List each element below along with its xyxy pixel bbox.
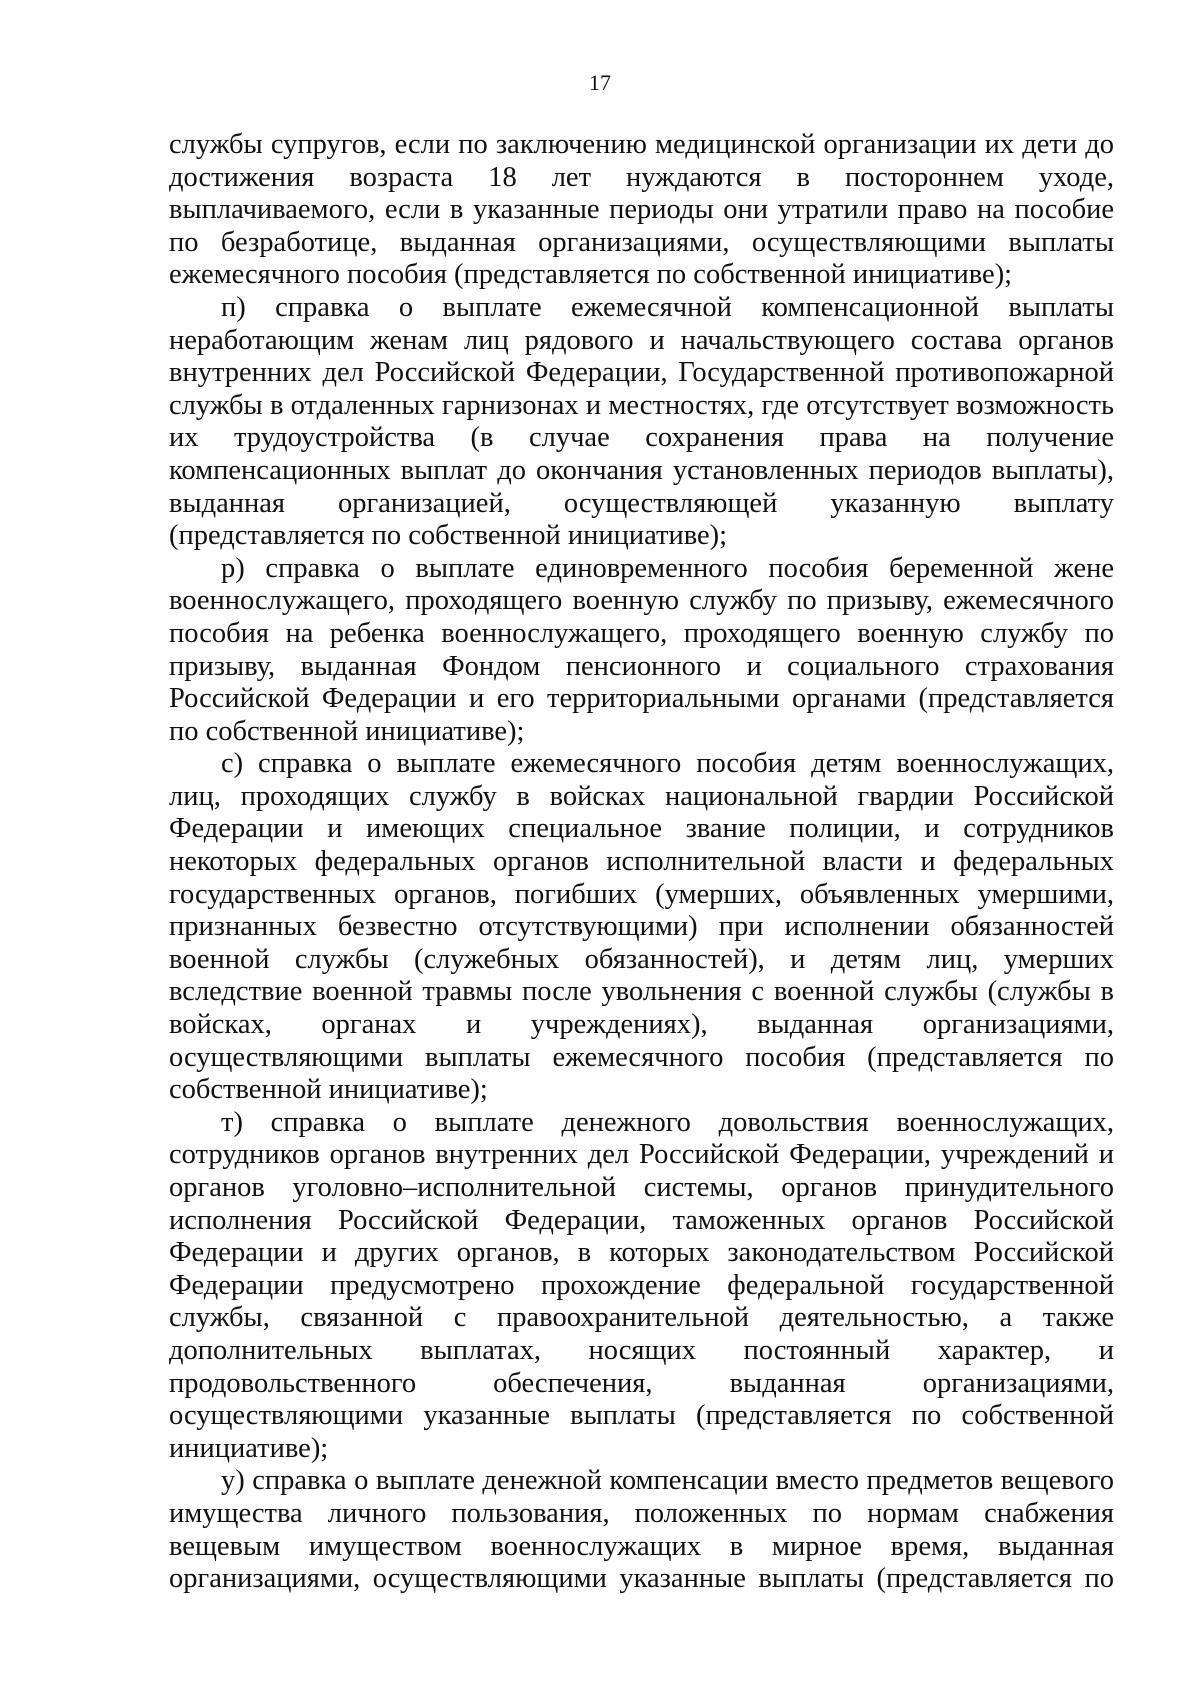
document-body bbox=[169, 129, 1114, 1596]
text-line: с) справка о выплате ежемесячного пособия детям военнослужащих, bbox=[221, 748, 1114, 780]
text-line: неработающим женам лиц рядового и начальствующего состава органов bbox=[169, 324, 1114, 356]
text-line: службы в отдаленных гарнизонах и местностях, где отсутствует возможность bbox=[169, 389, 1114, 421]
text-line: военнослужащего, проходящего военную службу по призыву, ежемесячного bbox=[169, 585, 1114, 617]
paragraph-continuation bbox=[169, 129, 1114, 292]
page-number: 17 bbox=[589, 70, 611, 95]
text-line: т) справка о выплате денежного довольствия военнослужащих, bbox=[221, 1106, 1114, 1138]
text-line: р) справка о выплате единовременного пособия беременной жене bbox=[221, 552, 1114, 584]
text-line: лиц, проходящих службу в войсках национальной гвардии Российской bbox=[169, 780, 1114, 812]
text-line: государственных органов, погибших (умерших, объявленных умершими, bbox=[169, 878, 1114, 910]
text-line: Федерации и имеющих специальное звание полиции, и сотрудников bbox=[169, 813, 1114, 845]
text-line: вещевым имуществом военнослужащих в мирное время, выданная bbox=[169, 1530, 1114, 1562]
text-line: органов уголовно–исполнительной системы, органов принудительного bbox=[169, 1172, 1114, 1203]
text-line: призыву, выданная Фондом пенсионного и социального страхования bbox=[169, 650, 1114, 682]
text-line: вследствие военной травмы после увольнения с военной службы (службы в bbox=[169, 976, 1114, 1008]
text-line: выданная организацией, осуществляющей указанную выплату bbox=[169, 487, 1114, 519]
text-line: по безработице, выданная организациями, осуществляющими выплаты bbox=[169, 226, 1114, 258]
text-line: сотрудников органов внутренних дел Российской Федерации, учреждений и bbox=[169, 1139, 1114, 1171]
text-line: по собственной инициативе); bbox=[169, 715, 525, 747]
text-line: выплачиваемого, если в указанные периоды они утратили право на пособие bbox=[169, 194, 1114, 226]
paragraph-item-t bbox=[169, 1107, 1114, 1466]
text-line: их трудоустройства (в случае сохранения права на получение bbox=[169, 422, 1114, 454]
text-line: компенсационных выплат до окончания установленных периодов выплаты), bbox=[169, 454, 1114, 486]
text-line: внутренних дел Российской Федерации, Государственной противопожарной bbox=[169, 357, 1114, 389]
text-line: военной службы (служебных обязанностей), и детям лиц, умерших bbox=[169, 943, 1114, 975]
text-line: признанных безвестно отсутствующими) при исполнении обязанностей bbox=[169, 911, 1114, 943]
text-line: осуществляющими выплаты ежемесячного пособия (представляется по bbox=[169, 1041, 1114, 1073]
text-line: продовольственного обеспечения, выданная организациями, bbox=[169, 1367, 1114, 1399]
text-line: дополнительных выплатах, носящих постоянный характер, и bbox=[169, 1334, 1114, 1366]
paragraph-item-p bbox=[169, 292, 1114, 553]
text-line: некоторых федеральных органов исполнительной власти и федеральных bbox=[169, 846, 1114, 878]
text-line: (представляется по собственной инициативе); bbox=[169, 520, 728, 552]
text-line: Федерации предусмотрено прохождение федеральной государственной bbox=[169, 1269, 1114, 1301]
text-line: достижения возраста 18 лет нуждаются в постороннем уходе, bbox=[169, 161, 1114, 193]
paragraph-item-r bbox=[169, 553, 1114, 749]
text-line: пособия на ребенка военнослужащего, проходящего военную службу по bbox=[169, 617, 1114, 649]
text-line: Российской Федерации и его территориальными органами (представляется bbox=[169, 683, 1114, 715]
text-line: осуществляющими указанные выплаты (представляется по собственной bbox=[169, 1400, 1114, 1432]
text-line: инициативе); bbox=[169, 1432, 329, 1464]
text-line: у) справка о выплате денежной компенсации вместо предметов вещевого bbox=[221, 1465, 1114, 1497]
text-line: службы супругов, если по заключению медицинской организации их дети до bbox=[169, 129, 1114, 160]
text-line: исполнения Российской Федерации, таможенных органов Российской bbox=[169, 1204, 1114, 1236]
text-line: службы, связанной с правоохранительной деятельностью, а также bbox=[169, 1302, 1114, 1334]
text-line: имущества личного пользования, положенных по нормам снабжения bbox=[169, 1497, 1114, 1529]
text-line: ежемесячного пособия (представляется по собственной инициативе); bbox=[169, 259, 1013, 291]
text-line: организациями, осуществляющими указанные выплаты (представляется по bbox=[169, 1563, 1114, 1595]
text-line: войсках, органах и учреждениях), выданная организациями, bbox=[169, 1009, 1114, 1041]
text-line: Федерации и других органов, в которых законодательством Российской bbox=[169, 1237, 1114, 1269]
paragraph-item-s bbox=[169, 748, 1114, 1107]
text-line: п) справка о выплате ежемесячной компенсационной выплаты bbox=[221, 291, 1114, 323]
paragraph-item-u bbox=[169, 1465, 1114, 1595]
text-line: собственной инициативе); bbox=[169, 1074, 488, 1106]
